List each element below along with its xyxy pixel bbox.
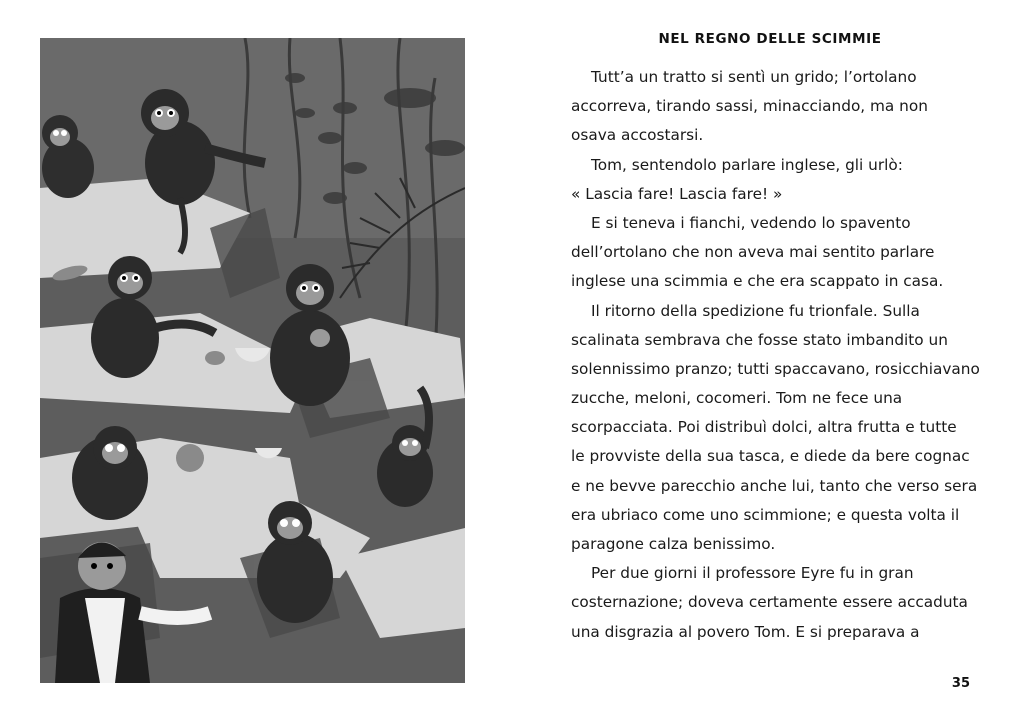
text-line: era ubriaco come uno scimmione; e questa volta il: [571, 505, 960, 524]
text-line: Tom, sentendolo parlare inglese, gli urlò:: [591, 155, 903, 174]
running-head: NEL REGNO DELLE SCIMMIE: [658, 31, 882, 47]
text-line: e ne bevve parecchio anche lui, tanto che verso sera: [571, 476, 978, 495]
text-line: scorpacciata. Poi distribuì dolci, altra frutta e tutte: [571, 418, 957, 437]
illustration-artwork: [40, 38, 465, 683]
text-line: inglese una scimmia e che era scappato in casa.: [571, 272, 944, 291]
text-line: costernazione; doveva certamente essere accaduta: [571, 593, 968, 612]
text-line: paragone calza benissimo.: [571, 535, 776, 553]
text-line: dell’ortolano che non aveva mai sentito parlare: [571, 243, 935, 262]
text-line: « Lascia fare! Lascia fare! »: [571, 184, 783, 203]
text-line: solennissimo pranzo; tutti spaccavano, rosicchiavano: [571, 359, 980, 378]
text-line: E si teneva i fianchi, vedendo lo spavento: [591, 213, 911, 232]
text-line: accorreva, tirando sassi, minacciando, ma non: [571, 97, 928, 116]
page-number: 35: [951, 676, 970, 691]
text-line: Il ritorno della spedizione fu trionfale. Sulla: [591, 301, 920, 320]
text-line: Per due giorni il professore Eyre fu in gran: [591, 564, 914, 583]
text-line: una disgrazia al povero Tom. E si preparava a: [571, 622, 920, 641]
body-text: [571, 63, 980, 647]
text-line: zucche, meloni, cocomeri. Tom ne fece una: [571, 389, 903, 408]
monkeys-illustration: [40, 38, 465, 683]
text-line: osava accostarsi.: [571, 126, 704, 145]
text-line: Tutt’a un tratto si sentì un grido; l’ortolano: [591, 68, 917, 86]
text-line: scalinata sembrava che fosse stato imbandito un: [571, 330, 948, 349]
text-line: le provviste della sua tasca, e diede da bere cognac: [571, 447, 970, 466]
